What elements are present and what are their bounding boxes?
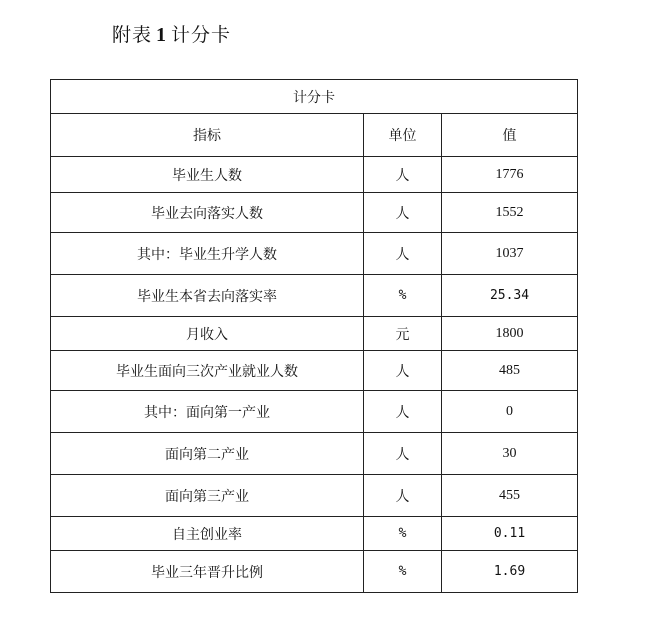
indicator-cell: 面向第三产业 [51, 475, 364, 517]
indicator-cell: 月收入 [51, 317, 364, 351]
value-cell: 0.11 [442, 517, 578, 551]
table-row [51, 157, 578, 193]
table-row [51, 391, 578, 433]
unit-cell: 人 [364, 193, 442, 233]
table-row [51, 551, 578, 593]
value-cell: 455 [442, 475, 578, 517]
unit-cell: 人 [364, 157, 442, 193]
indicator-cell: 毕业生人数 [51, 157, 364, 193]
value-cell: 1800 [442, 317, 578, 351]
unit-cell: 人 [364, 433, 442, 475]
indicator-cell: 毕业生面向三次产业就业人数 [51, 351, 364, 391]
header-indicator: 指标 [51, 114, 364, 157]
indicator-cell: 其中：面向第一产业 [51, 391, 364, 433]
unit-cell: % [364, 551, 442, 593]
unit-cell: 人 [364, 351, 442, 391]
table-header-row [51, 114, 578, 157]
table-caption-row [51, 80, 578, 114]
value-cell: 0 [442, 391, 578, 433]
unit-cell: % [364, 275, 442, 317]
table-row [51, 351, 578, 391]
unit-cell: 人 [364, 233, 442, 275]
value-cell: 30 [442, 433, 578, 475]
value-cell: 25.34 [442, 275, 578, 317]
value-cell: 1552 [442, 193, 578, 233]
page-title [112, 20, 231, 47]
title-number: 1 [156, 24, 168, 46]
header-value: 值 [442, 114, 578, 157]
value-cell: 1037 [442, 233, 578, 275]
unit-cell: 人 [364, 475, 442, 517]
table-row [51, 517, 578, 551]
table-row [51, 433, 578, 475]
indicator-cell: 毕业三年晋升比例 [51, 551, 364, 593]
unit-cell: % [364, 517, 442, 551]
table-row [51, 317, 578, 351]
value-cell: 1776 [442, 157, 578, 193]
unit-cell: 人 [364, 391, 442, 433]
value-cell: 1.69 [442, 551, 578, 593]
table-row [51, 233, 578, 275]
unit-cell: 元 [364, 317, 442, 351]
indicator-cell: 毕业生本省去向落实率 [51, 275, 364, 317]
score-card-table [50, 79, 578, 593]
indicator-cell: 自主创业率 [51, 517, 364, 551]
value-cell: 485 [442, 351, 578, 391]
table-row [51, 275, 578, 317]
title-prefix: 附表 [112, 24, 153, 46]
table-caption: 计分卡 [51, 80, 578, 114]
title-name: 计分卡 [171, 24, 232, 46]
indicator-cell: 毕业去向落实人数 [51, 193, 364, 233]
header-unit: 单位 [364, 114, 442, 157]
table-row [51, 475, 578, 517]
table-row [51, 193, 578, 233]
indicator-cell: 面向第二产业 [51, 433, 364, 475]
indicator-cell: 其中：毕业生升学人数 [51, 233, 364, 275]
